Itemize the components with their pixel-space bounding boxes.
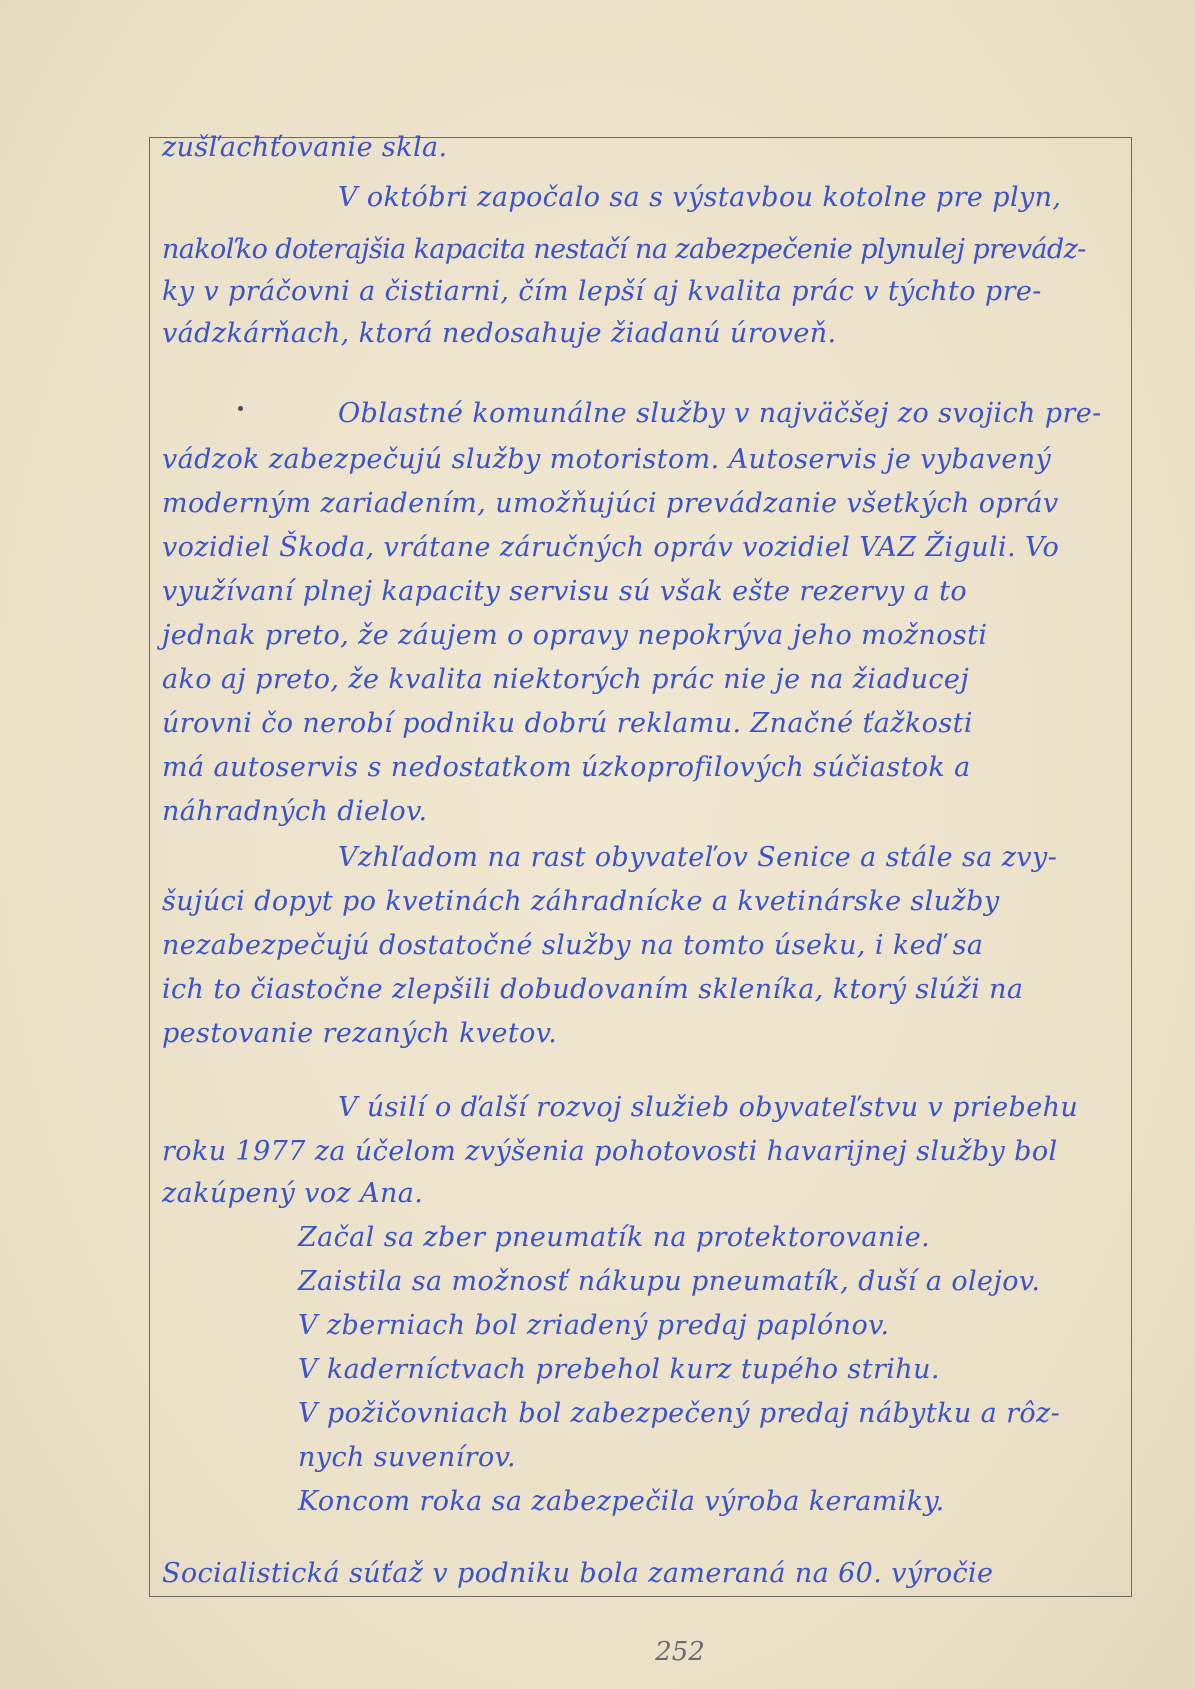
handwritten-line: Oblastné komunálne služby v najväčšej zo svojich pre- bbox=[338, 398, 1102, 429]
handwritten-line: vádzkárňach, ktorá nedosahuje žiadanú úroveň. bbox=[162, 318, 837, 349]
handwritten-line: Vzhľadom na rast obyvateľov Senice a stále sa zvy- bbox=[338, 842, 1058, 873]
handwritten-line: pestovanie rezaných kvetov. bbox=[162, 1018, 558, 1049]
handwritten-line: roku 1977 za účelom zvýšenia pohotovosti havarijnej služby bol bbox=[162, 1136, 1058, 1167]
page-number: 252 bbox=[655, 1637, 705, 1667]
handwritten-line: zakúpený voz Ana. bbox=[162, 1178, 424, 1209]
handwritten-line: zušľachťovanie skla. bbox=[162, 132, 448, 163]
handwritten-line: V úsilí o ďalší rozvoj služieb obyvateľstvu v priebehu bbox=[338, 1092, 1079, 1123]
handwritten-line: V kaderníctvach prebehol kurz tupého strihu. bbox=[298, 1354, 940, 1385]
handwritten-line: využívaní plnej kapacity servisu sú však ešte rezervy a to bbox=[162, 576, 967, 607]
handwritten-line: má autoservis s nedostatkom úzkoprofilových súčiastok a bbox=[162, 752, 971, 783]
handwritten-line: vozidiel Škoda, vrátane záručných opráv vozidiel VAZ Žiguli. Vo bbox=[162, 532, 1060, 563]
handwritten-line: náhradných dielov. bbox=[162, 796, 428, 827]
handwritten-line: úrovni čo nerobí podniku dobrú reklamu. Značné ťažkosti bbox=[162, 708, 973, 739]
handwritten-line: šujúci dopyt po kvetinách záhradnícke a kvetinárske služby bbox=[162, 886, 1000, 917]
handwritten-line: Zaistila sa možnosť nákupu pneumatík, duší a olejov. bbox=[298, 1266, 1041, 1297]
ink-dot bbox=[238, 406, 243, 411]
handwritten-line: nezabezpečujú dostatočné služby na tomto úseku, i keď sa bbox=[162, 930, 984, 961]
handwritten-line: Koncom roka sa zabezpečila výroba keramiky. bbox=[298, 1486, 945, 1517]
handwritten-line: ako aj preto, že kvalita niektorých prác nie je na žiaducej bbox=[162, 664, 970, 695]
handwritten-line: ich to čiastočne zlepšili dobudovaním skleníka, ktorý slúži na bbox=[162, 974, 1024, 1005]
handwritten-line: V požičovniach bol zabezpečený predaj nábytku a rôz- bbox=[298, 1398, 1061, 1429]
handwritten-line: Začal sa zber pneumatík na protektorovanie. bbox=[298, 1222, 931, 1253]
handwritten-line: nych suvenírov. bbox=[298, 1442, 517, 1473]
handwritten-line: Socialistická súťaž v podniku bola zameraná na 60. výročie bbox=[162, 1558, 994, 1589]
handwritten-line: nakoľko doterajšia kapacita nestačí na zabezpečenie plynulej prevádz- bbox=[162, 234, 1086, 265]
handwritten-line: ky v práčovni a čistiarni, čím lepší aj kvalita prác v týchto pre- bbox=[162, 276, 1042, 307]
handwritten-line: vádzok zabezpečujú služby motoristom. Autoservis je vybavený bbox=[162, 444, 1052, 475]
handwritten-line: V októbri započalo sa s výstavbou kotolne pre plyn, bbox=[338, 182, 1062, 213]
handwritten-line: moderným zariadením, umožňujúci prevádzanie všetkých opráv bbox=[162, 488, 1059, 519]
handwritten-line: V zberniach bol zriadený predaj paplónov. bbox=[298, 1310, 890, 1341]
handwritten-line: jednak preto, že záujem o opravy nepokrýva jeho možnosti bbox=[162, 620, 988, 651]
